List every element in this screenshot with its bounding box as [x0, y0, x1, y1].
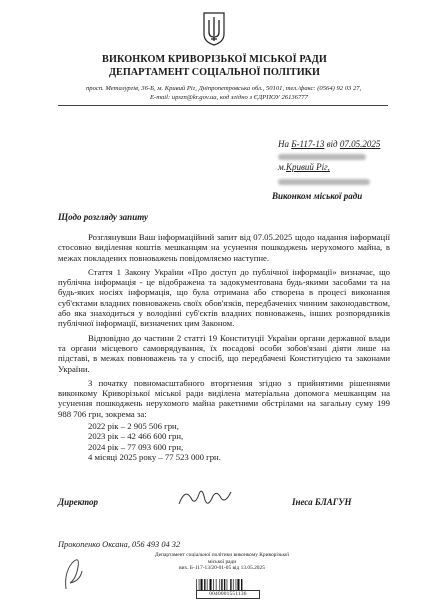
- yearly-amounts-list: [88, 421, 390, 463]
- city-prefix: м.: [278, 162, 286, 172]
- contacts-line: E-mail: upszn@kr.gov.ua, код згідно з ЄДРПОУ 26136777: [150, 94, 308, 101]
- organization-name: ВИКОНКОМ КРИВОРІЗЬКОЇ МІСЬКОЇ РАДИ: [102, 54, 327, 65]
- barcode-bar: [204, 579, 205, 590]
- redacted-recipient-name: [278, 154, 366, 160]
- letter-subject: Щодо розгляду запиту: [58, 212, 148, 222]
- barcode-bar: [221, 579, 222, 590]
- redacted-recipient-email: [278, 179, 370, 185]
- barcode-number: 0040001551136: [196, 590, 260, 599]
- barcode-bar: [237, 579, 239, 590]
- list-item: 2023 рік – 42 466 600 грн,: [88, 431, 184, 442]
- barcode-bar: [241, 579, 242, 590]
- barcode-bar: [236, 579, 237, 590]
- barcode-bar: [233, 579, 234, 590]
- paragraph: Відповідно до частини 2 статті 19 Конституції України органи державної влади та органи місцевого самоврядування, їх посадові особи зобов'язані діяти лише на підставі, в межах повноважень та у спосіб, що передбачені Конституцією та законами України.: [58, 332, 390, 374]
- recipient-city: [278, 162, 330, 172]
- paragraph: З початку повномасштабного вторгнення згідно з прийнятими рішеннями виконкому Криворізької міської ради виділена матеріальна допомога мешканцям на усунення пошкоджень нерухомого майна ракетними обстрілами на загальну суму 199 988 706 грн, зокрема за:: [58, 377, 390, 419]
- barcode-bar: [216, 579, 217, 590]
- registration-line: міської ради: [207, 558, 237, 565]
- city-name: Кривий Ріг,: [286, 162, 330, 172]
- barcode-bar: [213, 579, 214, 590]
- list-item: 4 місяці 2025 року – 77 523 000 грн.: [88, 452, 221, 463]
- registration-line: вих. Б-117-13/20-01-05 від 13.05.2025: [179, 565, 265, 572]
- recipient-council: Виконком міської ради: [272, 191, 363, 201]
- registration-line: Департамент соціальної політики виконкому Криворізької: [155, 552, 289, 558]
- barcode-bar: [210, 579, 212, 590]
- handwritten-mark: [60, 553, 86, 593]
- letter-body: [58, 232, 390, 463]
- list-item: 2024 рік – 77 093 600 грн,: [88, 441, 184, 452]
- signatory-role: Директор: [58, 497, 98, 507]
- handwritten-signature: [175, 484, 235, 510]
- barcode-bar: [230, 579, 231, 590]
- reference-number: Б-117-13: [291, 139, 325, 149]
- reference-from: від: [324, 139, 340, 149]
- barcode: [195, 579, 259, 590]
- barcode-bar: [224, 579, 225, 590]
- barcode-bar: [196, 579, 197, 590]
- barcode-bar: [219, 579, 220, 590]
- list-item: 2022 рік – 2 905 506 грн,: [88, 421, 179, 432]
- paragraph: Стаття 1 Закону України «Про доступ до публічної інформації» визначає, що публічна інформація - це відображена та задокументована будь-якими засобами та на будь-яких носіях інформація, що була отримана або створена в процесі виконання суб'єктами владних повноважень своїх обов'язків, передбачених чинним законодавством, або яка знаходиться у володінні суб'єктів владних повноважень, інших розпорядників публічної інформації, визначених цим Законом.: [58, 266, 390, 329]
- barcode-bar: [199, 579, 200, 590]
- barcode-bar: [207, 579, 208, 590]
- coat-of-arms-icon: [203, 12, 225, 46]
- registration-stamp: [112, 552, 332, 572]
- executor-contact: Прокопенко Оксана, 056 493 04 32: [58, 540, 181, 549]
- address-line: просп. Металургів, 36-Б, м. Кривий Ріг, Дніпропетровська обл., 50101, тел./факс: (0564) 92 03 27,: [86, 85, 362, 92]
- barcode-bar: [201, 579, 203, 590]
- department-name: ДЕПАРТАМЕНТ СОЦІАЛЬНОЇ ПОЛІТИКИ: [109, 67, 320, 78]
- header-divider: [58, 105, 388, 106]
- reference-date: 07.05.2025: [339, 139, 381, 149]
- reference-prefix: На: [278, 139, 292, 149]
- signatory-name: Інеса БЛАГУН: [292, 497, 352, 507]
- paragraph: Розглянувши Ваш інформаційний запит від 07.05.2025 щодо надання інформації стосовно виділення коштів мешканцям на усунення пошкоджень нерухомого майна, в межах покладених повноважень повідомляємо наступне.: [58, 232, 390, 263]
- barcode-bar: [227, 579, 228, 590]
- reference-line: [278, 139, 380, 149]
